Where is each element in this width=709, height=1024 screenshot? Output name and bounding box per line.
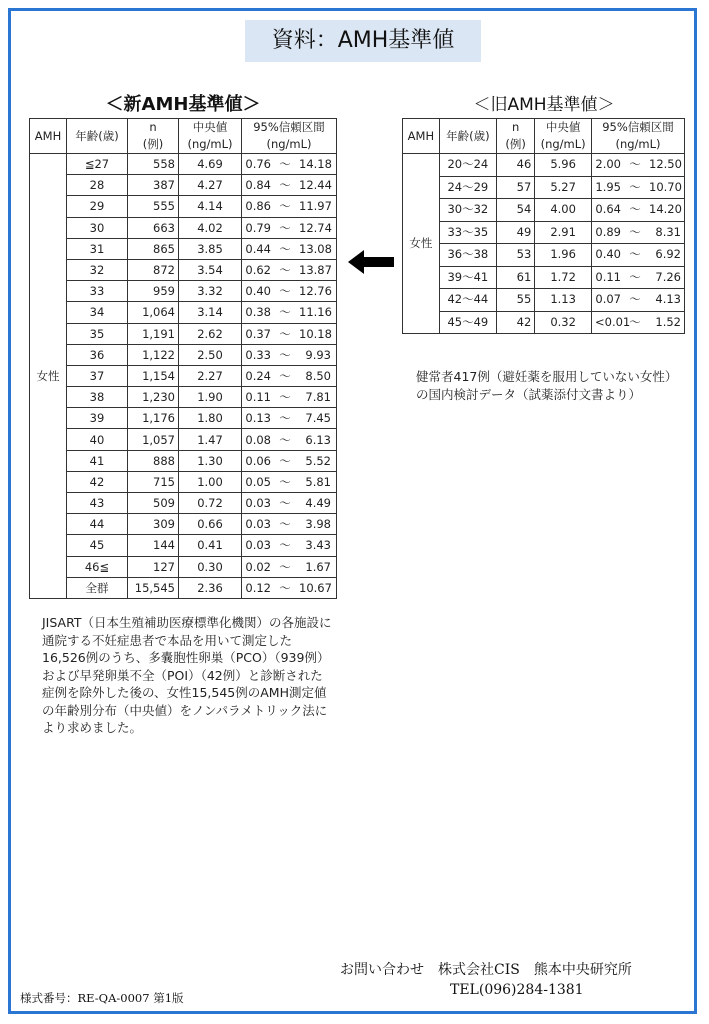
header-n-label: n xyxy=(511,120,520,134)
ci-tilde: ～ xyxy=(279,432,291,447)
header-median-unit: (ng/mL) xyxy=(540,137,586,151)
table-row xyxy=(403,244,685,267)
ci-cell xyxy=(242,408,337,429)
ci-lower: 0.86 xyxy=(245,199,271,214)
header-amh: AMH xyxy=(403,119,440,154)
ci-cell xyxy=(242,556,337,577)
ci-upper: 7.81 xyxy=(305,390,331,405)
ci-upper: 3.98 xyxy=(305,517,331,532)
ci-lower: 0.79 xyxy=(245,220,271,235)
contact-company: お問い合わせ 株式会社CIS 熊本中央研究所 xyxy=(340,962,632,978)
ci-tilde: ～ xyxy=(629,202,641,217)
ci-upper: 10.70 xyxy=(649,179,682,194)
ci-upper: 7.26 xyxy=(655,269,681,284)
median-cell: 5.96 xyxy=(535,154,592,177)
ci-tilde: ～ xyxy=(279,517,291,532)
ci-lower: 0.05 xyxy=(245,474,271,489)
header-ci-label: 95%信頼区間 xyxy=(602,120,674,134)
age-cell: 20～24 xyxy=(439,154,496,177)
ci-cell xyxy=(592,266,685,289)
ci-cell xyxy=(592,289,685,312)
ci-lower: 0.84 xyxy=(245,178,271,193)
ci-cell xyxy=(242,217,337,238)
ci-tilde: ～ xyxy=(279,474,291,489)
ci-lower: 0.03 xyxy=(245,538,271,553)
table-row xyxy=(30,154,337,175)
ci-tilde: ～ xyxy=(279,496,291,511)
ci-tilde: ～ xyxy=(279,453,291,468)
old-amh-table xyxy=(402,118,685,334)
median-cell: 3.85 xyxy=(179,238,242,259)
n-cell: 54 xyxy=(496,199,534,222)
n-cell: 715 xyxy=(128,471,179,492)
sex-cell: 女性 xyxy=(30,154,67,599)
median-cell: 4.27 xyxy=(179,175,242,196)
table-row xyxy=(30,387,337,408)
n-cell: 53 xyxy=(496,244,534,267)
ci-lower: 0.12 xyxy=(245,580,271,595)
table-row xyxy=(30,217,337,238)
header-ci-unit: (ng/mL) xyxy=(615,137,661,151)
header-median-label: 中央値 xyxy=(192,120,228,134)
ci-tilde: ～ xyxy=(279,411,291,426)
age-cell: 36 xyxy=(67,344,128,365)
ci-upper: 4.13 xyxy=(655,292,681,307)
table-row xyxy=(30,196,337,217)
ci-tilde: ～ xyxy=(279,538,291,553)
ci-lower: <0.01 xyxy=(595,314,631,329)
ci-tilde: ～ xyxy=(279,580,291,595)
median-cell: 1.30 xyxy=(179,450,242,471)
header-amh: AMH xyxy=(30,119,67,154)
median-cell: 2.36 xyxy=(179,577,242,598)
median-cell: 3.32 xyxy=(179,281,242,302)
ci-upper: 12.44 xyxy=(299,178,332,193)
table-row xyxy=(30,556,337,577)
ci-cell xyxy=(242,471,337,492)
header-age: 年齢(歳) xyxy=(439,119,496,154)
ci-upper: 14.18 xyxy=(299,157,332,172)
n-cell: 42 xyxy=(496,311,534,334)
table-row xyxy=(30,429,337,450)
ci-lower: 0.08 xyxy=(245,432,271,447)
age-cell: 34 xyxy=(67,302,128,323)
ci-upper: 3.43 xyxy=(305,538,331,553)
ci-lower: 0.76 xyxy=(245,157,271,172)
ci-lower: 0.03 xyxy=(245,517,271,532)
n-cell: 57 xyxy=(496,176,534,199)
new-amh-table xyxy=(29,118,337,599)
age-cell: 36～38 xyxy=(439,244,496,267)
age-cell: 30～32 xyxy=(439,199,496,222)
ci-tilde: ～ xyxy=(279,263,291,278)
age-cell: 39 xyxy=(67,408,128,429)
ci-cell xyxy=(242,514,337,535)
table-row xyxy=(403,311,685,334)
n-cell: 1,154 xyxy=(128,365,179,386)
sex-cell: 女性 xyxy=(403,154,440,334)
ci-cell xyxy=(242,238,337,259)
ci-lower: 0.03 xyxy=(245,496,271,511)
n-cell: 1,230 xyxy=(128,387,179,408)
ci-cell xyxy=(242,429,337,450)
ci-tilde: ～ xyxy=(279,199,291,214)
age-cell: 37 xyxy=(67,365,128,386)
table-row xyxy=(30,408,337,429)
ci-tilde: ～ xyxy=(279,347,291,362)
n-cell: 1,191 xyxy=(128,323,179,344)
new-table-body xyxy=(30,154,337,599)
median-cell: 4.14 xyxy=(179,196,242,217)
ci-tilde: ～ xyxy=(629,314,641,329)
n-cell: 55 xyxy=(496,289,534,312)
header-median-unit: (ng/mL) xyxy=(187,137,233,151)
age-cell: 24～29 xyxy=(439,176,496,199)
age-cell: 45 xyxy=(67,535,128,556)
median-cell: 1.72 xyxy=(535,266,592,289)
header-n xyxy=(496,119,534,154)
age-cell: 38 xyxy=(67,387,128,408)
n-cell: 888 xyxy=(128,450,179,471)
ci-upper: 14.20 xyxy=(649,202,682,217)
ci-lower: 0.64 xyxy=(595,202,621,217)
new-table-note: JISART（日本生殖補助医療標準化機関）の各施設に通院する不妊症患者で本品を用いて測定した16,526例のうち、多嚢胞性卵巣（PCO）（939例）および早発卵巣不全（POI）（42例）と診断された症例を除外した後の、女性15,545例のAMH測定値の年齢別分布（中央値）をノンパラメトリック法により求めました。 xyxy=(42,615,332,735)
ci-tilde: ～ xyxy=(279,326,291,341)
age-cell: 43 xyxy=(67,493,128,514)
median-cell: 1.96 xyxy=(535,244,592,267)
median-cell: 2.62 xyxy=(179,323,242,344)
median-cell: 3.14 xyxy=(179,302,242,323)
header-ci xyxy=(592,119,685,154)
ci-tilde: ～ xyxy=(279,178,291,193)
age-cell: 39～41 xyxy=(439,266,496,289)
age-cell: 42 xyxy=(67,471,128,492)
ci-cell xyxy=(242,493,337,514)
n-cell: 15,545 xyxy=(128,577,179,598)
new-table-heading: ＜新AMH基準値＞ xyxy=(105,94,261,115)
ci-upper: 10.67 xyxy=(299,580,332,595)
header-n-unit: (例) xyxy=(505,137,526,151)
ci-cell xyxy=(242,387,337,408)
age-cell: 33 xyxy=(67,281,128,302)
age-cell: 全群 xyxy=(67,577,128,598)
ci-lower: 0.13 xyxy=(245,411,271,426)
ci-tilde: ～ xyxy=(629,179,641,194)
header-median-label: 中央値 xyxy=(545,120,581,134)
n-cell: 127 xyxy=(128,556,179,577)
n-cell: 865 xyxy=(128,238,179,259)
ci-upper: 8.50 xyxy=(305,368,331,383)
header-n-unit: (例) xyxy=(142,137,164,151)
ci-lower: 0.89 xyxy=(595,224,621,239)
old-table-heading: ＜旧AMH基準値＞ xyxy=(473,95,615,115)
ci-tilde: ～ xyxy=(629,157,641,172)
ci-lower: 0.40 xyxy=(595,247,621,262)
ci-cell xyxy=(242,577,337,598)
n-cell: 144 xyxy=(128,535,179,556)
median-cell: 0.72 xyxy=(179,493,242,514)
ci-tilde: ～ xyxy=(629,247,641,262)
ci-cell xyxy=(242,450,337,471)
ci-lower: 0.44 xyxy=(245,241,271,256)
ci-cell xyxy=(592,154,685,177)
header-median xyxy=(535,119,592,154)
table-row xyxy=(30,344,337,365)
header-n-label: n xyxy=(149,120,157,134)
median-cell: 2.91 xyxy=(535,221,592,244)
table-row xyxy=(30,259,337,280)
median-cell: 3.54 xyxy=(179,259,242,280)
median-cell: 0.32 xyxy=(535,311,592,334)
ci-tilde: ～ xyxy=(279,241,291,256)
age-cell: 35 xyxy=(67,323,128,344)
table-row xyxy=(403,199,685,222)
table-row xyxy=(30,514,337,535)
ci-cell xyxy=(242,175,337,196)
ci-cell xyxy=(592,176,685,199)
ci-tilde: ～ xyxy=(629,292,641,307)
table-row xyxy=(30,238,337,259)
table-row xyxy=(30,302,337,323)
age-cell: 41 xyxy=(67,450,128,471)
ci-lower: 1.95 xyxy=(595,179,621,194)
n-cell: 49 xyxy=(496,221,534,244)
ci-upper: 9.93 xyxy=(305,347,331,362)
table-header-row xyxy=(403,119,685,154)
ci-upper: 10.18 xyxy=(299,326,332,341)
ci-tilde: ～ xyxy=(279,305,291,320)
n-cell: 61 xyxy=(496,266,534,289)
median-cell: 2.27 xyxy=(179,365,242,386)
table-row xyxy=(403,154,685,177)
median-cell: 5.27 xyxy=(535,176,592,199)
ci-cell xyxy=(242,344,337,365)
table-row xyxy=(30,365,337,386)
median-cell: 0.30 xyxy=(179,556,242,577)
median-cell: 4.02 xyxy=(179,217,242,238)
n-cell: 1,057 xyxy=(128,429,179,450)
median-cell: 0.66 xyxy=(179,514,242,535)
ci-cell xyxy=(242,323,337,344)
ci-lower: 0.07 xyxy=(595,292,621,307)
old-table-note: 健常者417例（避妊薬を服用していない女性）の国内検討データ（試薬添付文書より） xyxy=(416,369,678,402)
header-n xyxy=(128,119,179,154)
ci-cell xyxy=(592,244,685,267)
n-cell: 1,176 xyxy=(128,408,179,429)
age-cell: 29 xyxy=(67,196,128,217)
ci-upper: 5.81 xyxy=(305,474,331,489)
old-table-body xyxy=(403,154,685,334)
table-row xyxy=(403,266,685,289)
header-ci xyxy=(242,119,337,154)
ci-upper: 4.49 xyxy=(305,496,331,511)
ci-lower: 0.11 xyxy=(595,269,621,284)
ci-cell xyxy=(592,221,685,244)
contact-tel: TEL(096)284-1381 xyxy=(450,982,584,998)
ci-upper: 1.67 xyxy=(305,559,331,574)
header-age: 年齢(歳) xyxy=(67,119,128,154)
n-cell: 387 xyxy=(128,175,179,196)
table-row xyxy=(30,175,337,196)
age-cell: 46≦ xyxy=(67,556,128,577)
ci-lower: 0.33 xyxy=(245,347,271,362)
ci-upper: 11.16 xyxy=(299,305,332,320)
ci-upper: 1.52 xyxy=(655,314,681,329)
ci-upper: 13.08 xyxy=(299,241,332,256)
median-cell: 1.00 xyxy=(179,471,242,492)
ci-tilde: ～ xyxy=(279,559,291,574)
table-row xyxy=(30,323,337,344)
table-header-row xyxy=(30,119,337,154)
ci-tilde: ～ xyxy=(629,269,641,284)
ci-upper: 13.87 xyxy=(299,263,332,278)
ci-upper: 7.45 xyxy=(305,411,331,426)
ci-cell xyxy=(242,281,337,302)
ci-upper: 6.92 xyxy=(655,247,681,262)
ci-upper: 12.76 xyxy=(299,284,332,299)
table-row xyxy=(30,471,337,492)
header-ci-label: 95%信頼区間 xyxy=(253,120,325,134)
ci-cell xyxy=(242,535,337,556)
n-cell: 555 xyxy=(128,196,179,217)
table-row xyxy=(403,176,685,199)
table-row xyxy=(30,493,337,514)
age-cell: 31 xyxy=(67,238,128,259)
ci-tilde: ～ xyxy=(279,220,291,235)
ci-lower: 0.11 xyxy=(245,390,271,405)
n-cell: 309 xyxy=(128,514,179,535)
median-cell: 0.41 xyxy=(179,535,242,556)
ci-upper: 8.31 xyxy=(655,224,681,239)
ci-tilde: ～ xyxy=(279,390,291,405)
median-cell: 4.69 xyxy=(179,154,242,175)
ci-lower: 0.24 xyxy=(245,368,271,383)
age-cell: 32 xyxy=(67,259,128,280)
n-cell: 663 xyxy=(128,217,179,238)
ci-upper: 5.52 xyxy=(305,453,331,468)
ci-tilde: ～ xyxy=(279,368,291,383)
median-cell: 2.50 xyxy=(179,344,242,365)
table-row xyxy=(30,281,337,302)
median-cell: 4.00 xyxy=(535,199,592,222)
ci-upper: 6.13 xyxy=(305,432,331,447)
ci-upper: 12.74 xyxy=(299,220,332,235)
ci-lower: 0.02 xyxy=(245,559,271,574)
ci-tilde: ～ xyxy=(629,224,641,239)
ci-cell xyxy=(242,365,337,386)
median-cell: 1.90 xyxy=(179,387,242,408)
ci-tilde: ～ xyxy=(279,157,291,172)
age-cell: 44 xyxy=(67,514,128,535)
form-number: 様式番号：RE-QA-0007 第1版 xyxy=(20,991,184,1005)
total-row xyxy=(30,577,337,598)
ci-cell xyxy=(242,259,337,280)
ci-upper: 11.97 xyxy=(299,199,332,214)
ci-lower: 0.40 xyxy=(245,284,271,299)
age-cell: 30 xyxy=(67,217,128,238)
age-cell: 33～35 xyxy=(439,221,496,244)
ci-upper: 12.50 xyxy=(649,157,682,172)
n-cell: 1,064 xyxy=(128,302,179,323)
n-cell: 1,122 xyxy=(128,344,179,365)
age-cell: ≦27 xyxy=(67,154,128,175)
contact-info xyxy=(340,960,632,1000)
ci-lower: 0.62 xyxy=(245,263,271,278)
median-cell: 1.13 xyxy=(535,289,592,312)
table-row xyxy=(403,221,685,244)
table-row xyxy=(30,535,337,556)
table-row xyxy=(403,289,685,312)
ci-cell xyxy=(242,196,337,217)
ci-tilde: ～ xyxy=(279,284,291,299)
age-cell: 40 xyxy=(67,429,128,450)
median-cell: 1.80 xyxy=(179,408,242,429)
median-cell: 1.47 xyxy=(179,429,242,450)
ci-cell xyxy=(242,302,337,323)
n-cell: 558 xyxy=(128,154,179,175)
ci-lower: 0.37 xyxy=(245,326,271,341)
age-cell: 28 xyxy=(67,175,128,196)
ci-lower: 2.00 xyxy=(595,157,621,172)
header-median xyxy=(179,119,242,154)
age-cell: 45～49 xyxy=(439,311,496,334)
ci-cell xyxy=(242,154,337,175)
arrow-left-icon xyxy=(348,250,396,274)
age-cell: 42～44 xyxy=(439,289,496,312)
ci-cell xyxy=(592,199,685,222)
page-title: 資料：AMH基準値 xyxy=(245,20,481,62)
n-cell: 872 xyxy=(128,259,179,280)
ci-lower: 0.38 xyxy=(245,305,271,320)
header-ci-unit: (ng/mL) xyxy=(266,137,312,151)
n-cell: 509 xyxy=(128,493,179,514)
table-row xyxy=(30,450,337,471)
ci-lower: 0.06 xyxy=(245,453,271,468)
ci-cell xyxy=(592,311,685,334)
n-cell: 46 xyxy=(496,154,534,177)
n-cell: 959 xyxy=(128,281,179,302)
